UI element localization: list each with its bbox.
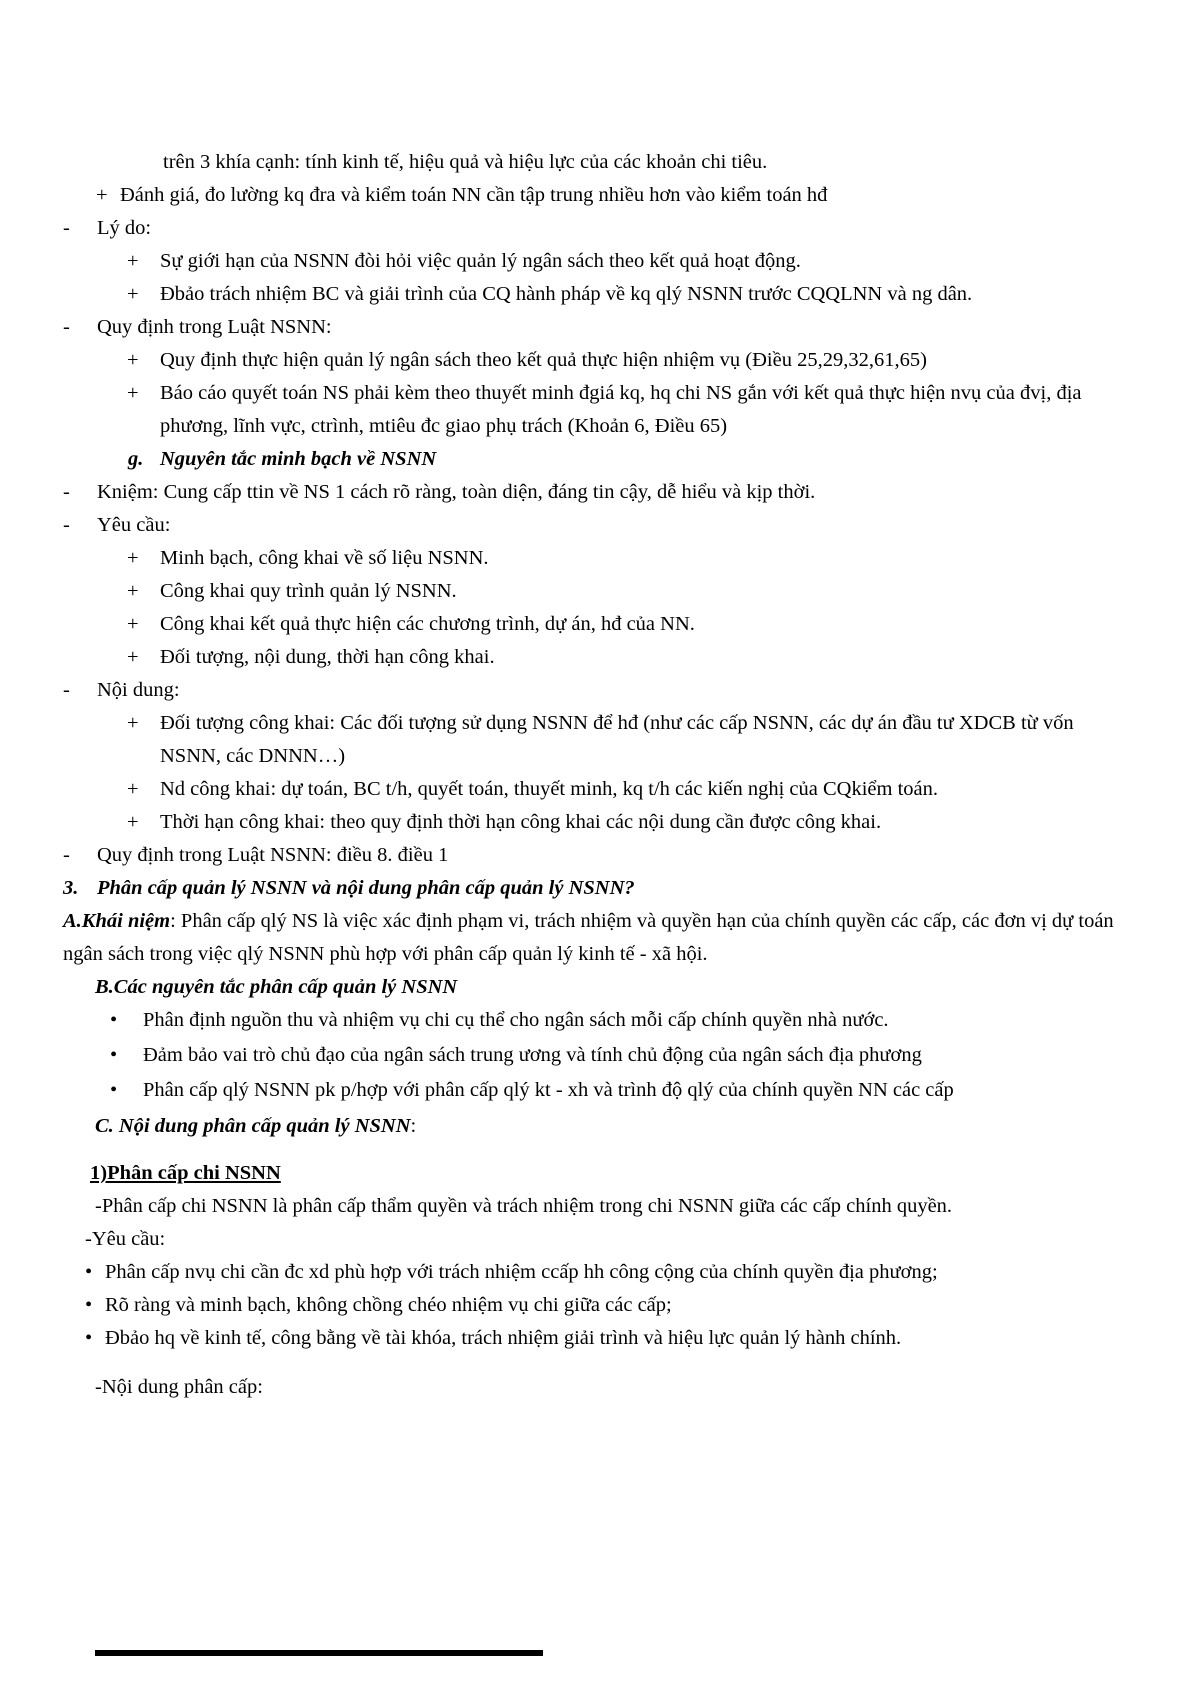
list-item-text: Minh bạch, công khai về số liệu NSNN. — [160, 547, 489, 569]
list-item-bullet — [85, 1322, 1133, 1355]
subsection-heading-text: C. Nội dung phân cấp quản lý NSNN — [95, 1115, 411, 1137]
list-item-plus — [127, 806, 1133, 839]
plus-marker: + — [127, 778, 139, 800]
list-item-text: Lý do: — [97, 217, 152, 239]
plus-marker: + — [127, 283, 139, 305]
plus-marker: + — [127, 382, 139, 404]
plus-marker: + — [127, 250, 139, 272]
section-heading-g — [128, 443, 1133, 476]
plus-marker: + — [127, 613, 139, 635]
list-item-bullet — [110, 1039, 1133, 1072]
list-item-text: Công khai kết quả thực hiện các chương trình, dự án, hđ của NN. — [160, 613, 695, 635]
plus-marker: + — [127, 580, 139, 602]
list-item-dash — [63, 476, 1133, 509]
list-item-text: Sự giới hạn của NSNN đòi hỏi việc quản lý ngân sách theo kết quả hoạt động. — [160, 250, 801, 272]
list-item-text: Nd công khai: dự toán, BC t/h, quyết toán, thuyết minh, kq t/h các kiến nghị của CQkiểm toán. — [160, 778, 939, 800]
list-item-text: Báo cáo quyết toán NS phải kèm theo thuyết minh đgiá kq, hq chi NS gắn với kết quả thực hiện nvụ của đvị, địa phương, lĩnh vực, ctrình, mtiêu đc giao phụ trách (Khoản 6, Điều 65) — [160, 382, 1082, 437]
list-item-dash — [63, 509, 1133, 542]
definition-lead: A.Khái niệm — [63, 910, 171, 932]
plus-marker: + — [127, 547, 139, 569]
list-item-plus — [96, 179, 1133, 212]
subsection-heading-text: B.Các nguyên tắc phân cấp quản lý NSNN — [95, 976, 458, 998]
list-item-text: Đánh giá, đo lường kq đra và kiểm toán NN cần tập trung nhiều hơn vào kiểm toán hđ — [120, 184, 828, 206]
bullet-marker: • — [110, 1009, 118, 1031]
heading-letter: g. — [128, 448, 144, 470]
section-heading-text: Nguyên tắc minh bạch về NSNN — [160, 448, 437, 470]
subsection-heading-colon: : — [410, 1115, 417, 1137]
list-item-plus — [127, 245, 1133, 278]
section-heading-text: Phân cấp quản lý NSNN và nội dung phân cấp quản lý NSNN? — [97, 877, 635, 899]
plus-marker: + — [127, 646, 139, 668]
list-item-text: Yêu cầu: — [97, 514, 171, 536]
bullet-marker: • — [85, 1261, 93, 1283]
list-item-plus — [127, 377, 1133, 443]
list-item-dash — [63, 212, 1133, 245]
list-item-text: Đảm bảo vai trò chủ đạo của ngân sách trung ương và tính chủ động của ngân sách địa phương — [143, 1044, 922, 1066]
list-item-text: Kniệm: Cung cấp ttin về NS 1 cách rõ ràng, toàn diện, đáng tin cậy, dễ hiểu và kịp thời. — [97, 481, 816, 503]
plus-marker: + — [127, 349, 139, 371]
list-item-text: Đối tượng, nội dung, thời hạn công khai. — [160, 646, 495, 668]
list-item-plus — [127, 575, 1133, 608]
dash-marker: - — [63, 514, 70, 536]
list-item-bullet — [110, 1004, 1133, 1037]
body-paragraph — [63, 1190, 1133, 1223]
subheading-phan-cap-chi — [90, 1157, 1133, 1190]
list-item-plus — [127, 773, 1133, 806]
list-item-text: Đbảo trách nhiệm BC và giải trình của CQ hành pháp về kq qlý NSNN trước CQQLNN và ng dân. — [160, 283, 973, 305]
subheading-text: 1)Phân cấp chi NSNN — [90, 1162, 281, 1184]
list-item-plus — [127, 278, 1133, 311]
list-item-text: Phân cấp nvụ chi cần đc xd phù hợp với trách nhiệm ccấp hh công cộng của chính quyền địa phương; — [105, 1261, 938, 1283]
list-item-plus — [127, 542, 1133, 575]
list-item-dash — [63, 839, 1133, 872]
list-item-bullet — [110, 1074, 1133, 1107]
list-item-bullet — [85, 1256, 1133, 1289]
bullet-marker: • — [110, 1044, 118, 1066]
list-item-text: Đối tượng công khai: Các đối tượng sử dụng NSNN để hđ (như các cấp NSNN, các dự án đầu tư XDCB từ vốn NSNN, các DNNN…) — [160, 712, 1074, 767]
definition-paragraph — [63, 905, 1133, 971]
list-item-text: Đbảo hq về kinh tế, công bằng về tài khóa, trách nhiệm giải trình và hiệu lực quản lý hành chính. — [105, 1327, 902, 1349]
list-item-text: Phân định nguồn thu và nhiệm vụ chi cụ thể cho ngân sách mỗi cấp chính quyền nhà nước. — [143, 1009, 889, 1031]
body-paragraph-text: -Phân cấp chi NSNN là phân cấp thẩm quyền và trách nhiệm trong chi NSNN giữa các cấp chính quyền. — [95, 1195, 953, 1217]
text-line-text: trên 3 khía cạnh: tính kinh tế, hiệu quả và hiệu lực của các khoản chi tiêu. — [163, 151, 768, 173]
bullet-marker: • — [85, 1294, 93, 1316]
text-line — [163, 146, 1133, 179]
list-item-bullet — [85, 1289, 1133, 1322]
list-item-text: Quy định trong Luật NSNN: — [97, 316, 332, 338]
dash-marker: - — [63, 316, 70, 338]
list-item-plus — [127, 608, 1133, 641]
page-bottom-rule — [95, 1650, 543, 1656]
section-heading-3 — [63, 872, 1133, 905]
label-line — [85, 1223, 1133, 1256]
subsection-heading-b — [95, 971, 1133, 1004]
list-item-text: Quy định thực hiện quản lý ngân sách theo kết quả thực hiện nhiệm vụ (Điều 25,29,32,61,65) — [160, 349, 927, 371]
plus-marker: + — [127, 811, 139, 833]
label-line-text: -Nội dung phân cấp: — [95, 1376, 263, 1398]
label-line — [95, 1371, 1133, 1404]
list-item-text: Rõ ràng và minh bạch, không chồng chéo nhiệm vụ chi giữa các cấp; — [105, 1294, 672, 1316]
subsection-heading-c — [95, 1110, 1133, 1143]
dash-marker: - — [63, 481, 70, 503]
list-item-text: Nội dung: — [97, 679, 180, 701]
list-item-plus — [127, 641, 1133, 674]
list-item-dash — [63, 311, 1133, 344]
bullet-marker: • — [110, 1079, 118, 1101]
list-item-plus — [127, 707, 1133, 773]
list-item-text: Phân cấp qlý NSNN pk p/hợp với phân cấp qlý kt - xh và trình độ qlý của chính quyền NN các cấp — [143, 1079, 954, 1101]
dash-marker: - — [63, 217, 70, 239]
label-line-text: -Yêu cầu: — [85, 1228, 166, 1250]
heading-number: 3. — [63, 877, 79, 899]
plus-marker: + — [127, 712, 139, 734]
list-item-text: Công khai quy trình quản lý NSNN. — [160, 580, 457, 602]
bullet-marker: • — [85, 1327, 93, 1349]
list-item-text: Thời hạn công khai: theo quy định thời hạn công khai các nội dung cần được công khai. — [160, 811, 882, 833]
definition-text: : Phân cấp qlý NS là việc xác định phạm vi, trách nhiệm và quyền hạn của chính quyền các cấp, các đơn vị dự toán ngân sách trong việc qlý NSNN phù hợp với phân cấp quản lý kinh tế - xã hội. — [63, 910, 1114, 965]
plus-marker: + — [96, 184, 108, 206]
list-item-text: Quy định trong Luật NSNN: điều 8. điều 1 — [97, 844, 449, 866]
dash-marker: - — [63, 679, 70, 701]
dash-marker: - — [63, 844, 70, 866]
list-item-dash — [63, 674, 1133, 707]
list-item-plus — [127, 344, 1133, 377]
